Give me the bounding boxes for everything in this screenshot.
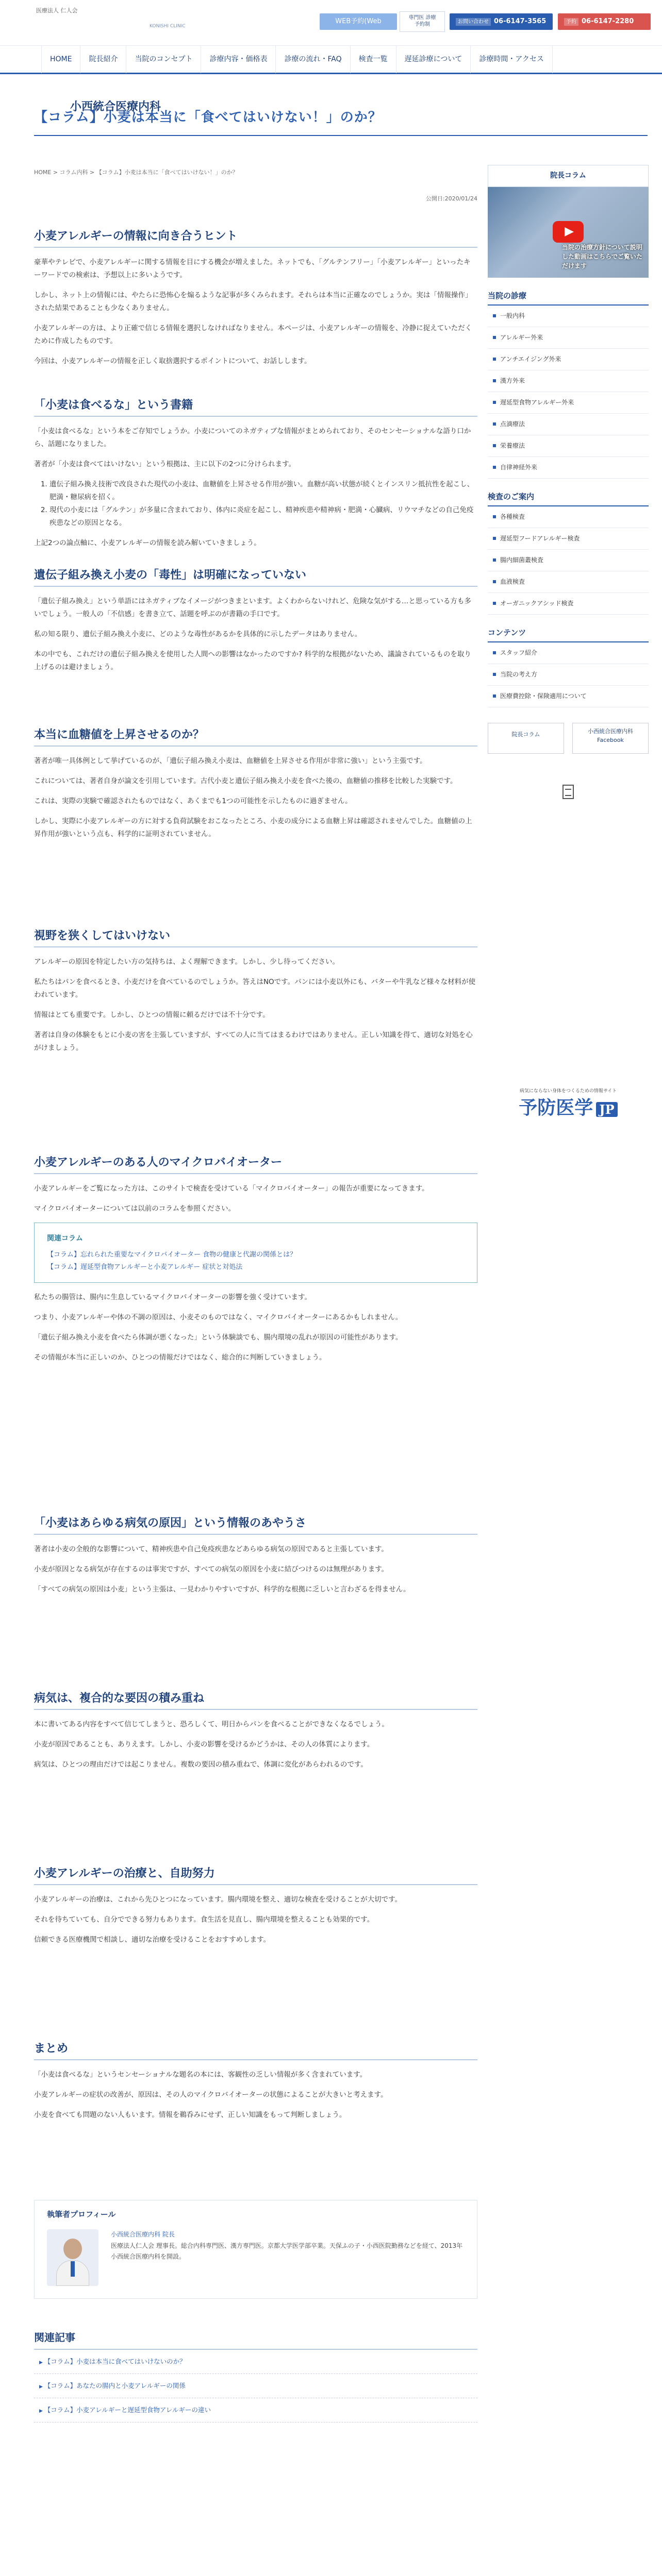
- paragraph: 情報はとても重要です。しかし、ひとつの情報に頼るだけでは不十分です。: [34, 1010, 270, 1019]
- related-box-title: 関連コラム: [47, 1234, 83, 1243]
- paragraph: 本に書いてある内容をすべて信じてしまうと、恐ろしくて、明日からパンを食べることができなくなるでしょう。: [34, 1720, 389, 1728]
- clinic-video[interactable]: [488, 187, 649, 278]
- paragraph: これは、実際の実験で確認されたものではなく、あくまでも1つの可能性を示したものに過ぎません。: [34, 796, 352, 805]
- sidebar-item[interactable]: 当院の考え方: [488, 664, 649, 686]
- list-item: 1. 遺伝子組み換え技術で改良された現代の小麦は、血糖値を上昇させる作用が強い。血糖が高い状態が続くとインスリン抵抗性を起こし、肥満・糖尿病を招く。: [49, 478, 477, 504]
- banner-title-text: 予防医学: [519, 1097, 593, 1118]
- paragraph: その情報が本当に正しいのか、ひとつの情報だけではなく、総合的に判断していきましょう。: [34, 1353, 326, 1362]
- section-3: [34, 567, 477, 681]
- paragraph: 小麦アレルギーの治療は、これから先ひとつになっています。腸内環境を整え、適切な検査を受けることが大切です。: [34, 1895, 402, 1904]
- paragraph: 豪華やテレビで、小麦アレルギーに関する情報を目にする機会が増えました。ネットでも、「グルテンフリー」「小麦アレルギー」といったキーワードでの検索は、予想以上に多いようです。: [34, 258, 471, 279]
- tel-reserve-number: 06-6147-2280: [582, 18, 634, 25]
- logo-subtitle: 医療法人 仁人会: [36, 7, 78, 14]
- paragraph: アレルギーの原因を特定したい方の気持ちは、よく理解できます。しかし、少し待ってください。: [34, 958, 340, 966]
- column-button[interactable]: 院長コラム: [488, 723, 564, 754]
- paragraph: 小麦アレルギーの症状の改善が、原因は、その人のマイクロバイオーターの状態によることが大きいと考えます。: [34, 2090, 388, 2099]
- sidebar-item[interactable]: アレルギー外来: [488, 327, 649, 349]
- global-nav: [0, 45, 662, 74]
- sidebar-item[interactable]: 遅延型食物アレルギー外来: [488, 392, 649, 414]
- clinic-menu: [488, 306, 649, 479]
- paragraph: 著者が唯一具体例として挙げているのが、「遺伝子組み換え小麦は、血糖値を上昇させる作用が非常に強い」という主張です。: [34, 757, 427, 765]
- section-title: 本当に血糖値を上昇させるのか？: [34, 726, 477, 747]
- paragraph: 「遺伝子組み換え」という単語にはネガティブなイメージがつきまといます。よくわからないけれど、危険な気がする…と思っている方も多いでしょう。一般人の「不信感」を書き立て、話題を呼ぶのが書籍の手口です。: [34, 597, 471, 618]
- paragraph: それを待ちていても、自分でできる努力もあります。食生活を見直し、腸内環境を整えることも効果的です。: [34, 1915, 374, 1924]
- related-heading: 関連記事: [34, 2329, 477, 2350]
- section-title: 小麦アレルギーの治療と、自助努力: [34, 1865, 477, 1885]
- sidebar-item[interactable]: 医療費控除・保険適用について: [488, 686, 649, 707]
- play-icon[interactable]: [553, 221, 584, 243]
- paragraph: 病気は、ひとつの理由だけでは起こりません。複数の要因の積み重ねで、体調に変化があらわれるのです。: [34, 1760, 368, 1769]
- paragraph: 小麦が原因となる病気が存在するのは事実ですが、すべての病気の原因を小麦に結びつけるのは無理があります。: [34, 1565, 389, 1573]
- paragraph: 今回は、小麦アレルギーの情報を正しく取捨選択するポイントについて、お話しします。: [34, 357, 311, 365]
- section-title: 小麦アレルギーの情報に向き合うヒント: [34, 228, 477, 248]
- paragraph: 著者は自身の体験をもとに小麦の害を主張していますが、すべての人に当てはまるわけではありません。正しい知識を得て、適切な対処を心がけましょう。: [34, 1030, 473, 1052]
- paragraph: 私たちはパンを食べるとき、小麦だけを食べているのでしょうか。答えはNOです。パンには小麦以外にも、バターや牛乳など様々な材料が使われています。: [34, 977, 476, 999]
- paragraph: 私の知る限り、遺伝子組み換え小麦に、どのような毒性があるかを具体的に示したデータはありません。: [34, 630, 362, 638]
- sidebar-content-heading: コンテンツ: [488, 624, 649, 642]
- banner-subtitle: 病気にならない身体をつくるための情報サイト: [519, 1089, 617, 1094]
- paragraph: 私たちの腸管は、腸内に生息しているマイクロバイオーターの影響を強く受けています。: [34, 1293, 311, 1302]
- section-title: 遺伝子組み換え小麦の「毒性」は明確になっていない: [34, 567, 477, 587]
- section-title: 病気は、複合的な要因の積み重ね: [34, 1690, 477, 1710]
- section-4: [34, 726, 477, 848]
- document-icon[interactable]: [562, 785, 574, 799]
- paragraph: 小麦アレルギーをご覧になった方は、このサイトで検査を受けている「マイクロバイオーター」の報告が重要になってきます。: [34, 1184, 429, 1193]
- tel-reserve-label: 予約: [564, 18, 578, 26]
- tel-reserve[interactable]: [558, 13, 651, 30]
- section-7: [34, 1515, 477, 1603]
- section-1: [34, 228, 477, 375]
- content-menu: [488, 642, 649, 707]
- sidebar-buttons: [488, 723, 649, 754]
- claims-list: [34, 478, 477, 530]
- section-title: 小麦アレルギーのある人のマイクロバイオーター: [34, 1154, 477, 1174]
- related-article-link[interactable]: ▶ 【コラム】小麦アレルギーと遅延型食物アレルギーの違い: [34, 2398, 477, 2422]
- sidebar-item[interactable]: 血液検査: [488, 571, 649, 593]
- section-9: [34, 1865, 477, 1954]
- sidebar-item[interactable]: オーガニックアシッド検査: [488, 593, 649, 615]
- paragraph: しかし、実際に小麦アレルギーの方に対する負荷試験をおこなったところ、小麦の成分による血糖上昇は確認されませんでした。血糖値の上昇作用が強いという点も、科学的に証明されていません。: [34, 817, 472, 838]
- paragraph: 「遺伝子組み換え小麦を食べたら体調が悪くなった」という体験談でも、腸内環境の乱れが原因の可能性があります。: [34, 1333, 403, 1342]
- sidebar-item[interactable]: 各種検査: [488, 506, 649, 528]
- section-title: 「小麦は食べるな」という書籍: [34, 397, 477, 417]
- paragraph: 信頼できる医療機関で相談し、適切な治療を受けることをおすすめします。: [34, 1935, 271, 1944]
- page-title-box: [34, 99, 648, 136]
- web-reserve-button[interactable]: WEB予約(Web Booking) ▶: [320, 13, 397, 30]
- logo-title: 小西統合医療内科: [70, 100, 161, 113]
- sidebar-item[interactable]: 一般内科: [488, 306, 649, 327]
- nav-delayed[interactable]: 遅延診療について: [396, 46, 471, 73]
- paragraph: 小麦が原因であることも、ありえます。しかし、小麦の影響を受けるかどうかは、その人の体質によります。: [34, 1740, 374, 1749]
- paragraph: 小麦アレルギーの方は、より正確で信じる情報を選択しなければなりません。本ページは、小麦アレルギーの情報を、冷静に捉えていただくために作成したものです。: [34, 324, 472, 345]
- paragraph: 「小麦は食べるな」というセンセーショナルな題名の本には、客観性の乏しい情報が多く含まれています。: [34, 2071, 367, 2079]
- section-8: [34, 1690, 477, 1778]
- nav-pricing[interactable]: 診療内容・価格表: [201, 46, 276, 73]
- tel-inquiry-label: お問い合わせ: [456, 18, 491, 26]
- section-title: 「小麦はあらゆる病気の原因」という情報のあやうさ: [34, 1515, 477, 1535]
- sidebar-item[interactable]: 遅延型フードアレルギー検査: [488, 528, 649, 550]
- sidebar-head-column: 院長コラム: [488, 165, 649, 187]
- section-5: [34, 927, 477, 1062]
- section-2: [34, 397, 477, 557]
- paragraph: 上記2つの論点軸に、小麦アレルギーの情報を読み解いていきましょう。: [34, 538, 261, 547]
- paragraph: 本の中でも、これだけの遺伝子組み換えを使用した人間への影響はなかったのですか? 科学的な根拠がないため、議論されているものを取り上げるのは避けましょう。: [34, 650, 471, 671]
- logo-english: KONISHI CLINIC: [150, 24, 186, 29]
- sidebar-exam-heading: 検査のご案内: [488, 488, 649, 506]
- paragraph: 小麦を食べても問題のない人もいます。情報を鵜呑みにせず、正しい知識をもって判断しましょう。: [34, 2110, 346, 2119]
- nav-concept[interactable]: 当院のコンセプト: [126, 46, 201, 73]
- paragraph: 「すべての病気の原因は小麦」という主張は、一見わかりやすいですが、科学的な根拠に乏しいと言わざるを得ません。: [34, 1585, 410, 1594]
- sidebar-item[interactable]: 栄養療法: [488, 435, 649, 457]
- nav-access[interactable]: 診療時間・アクセス: [471, 46, 553, 73]
- section-6: [34, 1154, 477, 1371]
- sidebar: [488, 165, 649, 1120]
- nav-director[interactable]: 院長紹介: [80, 46, 126, 73]
- tel-inquiry[interactable]: [450, 13, 553, 30]
- related-column-link[interactable]: 【コラム】忘れられた重要なマイクロバイオーター 食物の健康と代謝の関係とは？: [47, 1251, 297, 1259]
- list-item: 2. 現代の小麦には「グルテン」が多量に含まれており、体内に炎症を起こし、精神疾患や精神病・肥満・心臓病、リウマチなどの自己免疫疾患などの原因となる。: [49, 504, 477, 530]
- nav-home[interactable]: HOME: [41, 46, 80, 73]
- profile-name[interactable]: 小西統合医療内科 院長: [111, 2231, 175, 2239]
- video-caption: 当院の治療方針について説明した動画はこちらでご覧いただけます: [562, 243, 642, 269]
- avatar: [47, 2229, 98, 2286]
- breadcrumb[interactable]: HOME > コラム内科 > 【コラム】小麦は本当に「食べてはいけない！」のか？: [34, 169, 238, 176]
- paragraph: つまり、小麦アレルギーや体の不調の原因は、小麦そのものではなく、マイクロバイオーターにあるかもしれません。: [34, 1313, 403, 1322]
- sidebar-item[interactable]: アンチエイジング外来: [488, 349, 649, 370]
- exam-menu: [488, 506, 649, 615]
- paragraph: 「小麦は食べるな」という本をご存知でしょうか。小麦についてのネガティブな情報がまとめられており、そのセンセーショナルな語り口から、話題になりました。: [34, 427, 471, 448]
- section-10: [34, 2040, 477, 2129]
- sidebar-item[interactable]: 腸内細菌叢検査: [488, 550, 649, 571]
- nav-exams[interactable]: 検査一覧: [351, 46, 396, 73]
- paragraph: しかし、ネット上の情報には、やたらに恐怖心を煽るような記事が多くみられます。それらは本当に正確なのでしょうか。実は「情報操作」された結果であることも少なくありません。: [34, 291, 472, 312]
- profile-title: 執筆者プロフィール: [47, 2210, 116, 2219]
- header-badge: 専門医 診療 予約制: [400, 11, 445, 32]
- publish-date: 公開日:2020/01/24: [425, 195, 477, 202]
- sidebar-item[interactable]: 漢方外来: [488, 370, 649, 392]
- paragraph: これについては、著者自身が論文を引用しています。古代小麦と遺伝子組み換え小麦を食べた後の、血糖値の推移を比較した実験です。: [34, 776, 457, 785]
- section-title: まとめ: [34, 2040, 477, 2060]
- related-article-link[interactable]: ▶ 【コラム】あなたの腸内と小麦アレルギーの関係: [34, 2374, 477, 2398]
- paragraph: 著者が「小麦は食べてはいけない」という根拠は、主に以下の2つに分けられます。: [34, 460, 296, 468]
- related-article-link[interactable]: ▶ 【コラム】小麦は本当に食べてはいけないのか？: [34, 2350, 477, 2374]
- sidebar-item[interactable]: 自律神経外来: [488, 457, 649, 479]
- paragraph: 著者は小麦の全般的な影響について、精神疾患や自己免疫疾患などあらゆる病気の原因であると主張しています。: [34, 1545, 388, 1553]
- yobo-igaku-banner[interactable]: [488, 1088, 649, 1120]
- paragraph: マイクロバイオーターについては以前のコラムを参照ください。: [34, 1204, 236, 1213]
- profile-text: 医療法人仁人会 理事長。総合内科専門医、漢方専門医。京都大学医学部卒業。天保ふの子・小西医院勤務などを経て、2013年小西統合医療内科を開設。: [111, 2242, 463, 2261]
- sidebar-item[interactable]: スタッフ紹介: [488, 642, 649, 664]
- author-profile: [34, 2200, 477, 2299]
- related-column-link[interactable]: 【コラム】遅延型食物アレルギーと小麦アレルギー 症状と対処法: [47, 1263, 243, 1271]
- section-title: 視野を狭くしてはいけない: [34, 927, 477, 947]
- related-articles: [34, 2329, 477, 2422]
- page-title: 【コラム】小麦は本当に「食べてはいけない！」のか？: [34, 110, 382, 125]
- nav-flow-faq[interactable]: 診療の流れ・FAQ: [276, 46, 350, 73]
- banner-title: [488, 1096, 649, 1120]
- facebook-button[interactable]: 小西統合医療内科 Facebook: [572, 723, 649, 754]
- tel-inquiry-number: 06-6147-3565: [494, 18, 547, 25]
- related-column-box: [34, 1223, 477, 1283]
- sidebar-clinic-heading: 当院の診療: [488, 287, 649, 306]
- banner-jp: JP: [596, 1102, 617, 1117]
- sidebar-item[interactable]: 点滴療法: [488, 414, 649, 435]
